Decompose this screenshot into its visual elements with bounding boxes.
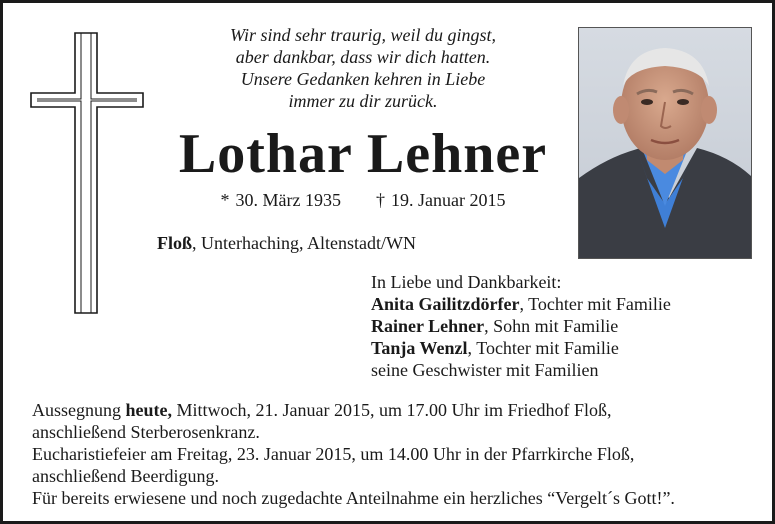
mourner-relation: , Tochter mit Familie — [467, 338, 619, 358]
service-info — [32, 399, 752, 509]
birth-date: 30. März 1935 — [235, 190, 341, 210]
aussegnung-line-2: anschließend Sterberosenkranz. — [32, 422, 260, 442]
mourner-row — [371, 293, 671, 315]
place-others: , Unterhaching, Altenstadt/WN — [192, 233, 416, 253]
thanks-line: Für bereits erwiesene und noch zugedachte Anteilnahme ein herzliches “Vergelt´s Gott!”. — [32, 488, 675, 508]
poem-line: Wir sind sehr traurig, weil du gingst, — [229, 25, 497, 45]
deceased-name: Lothar Lehner — [178, 123, 548, 185]
portrait-photo — [578, 27, 752, 259]
eucharist-line: Eucharistiefeier am Freitag, 23. Januar 2015, um 14.00 Uhr in der Pfarrkirche Floß, — [32, 444, 635, 464]
mourner-row — [371, 315, 671, 337]
poem-line: immer zu dir zurück. — [288, 91, 438, 111]
places — [157, 232, 416, 254]
birth-symbol: * — [220, 190, 230, 210]
mourners-intro: In Liebe und Dankbarkeit: — [371, 272, 562, 292]
mourners-list — [371, 271, 671, 381]
poem-line: aber dankbar, dass wir dich hatten. — [235, 47, 491, 67]
eucharist-line-2: anschließend Beerdigung. — [32, 466, 219, 486]
mourner-relation: , Sohn mit Familie — [484, 316, 619, 336]
place-main: Floß — [157, 233, 193, 253]
life-dates — [153, 189, 573, 211]
aussegnung-details: Mittwoch, 21. Januar 2015, um 17.00 Uhr im Friedhof Floß, — [172, 400, 612, 420]
poem-line: Unsere Gedanken kehren in Liebe — [240, 69, 486, 89]
cross-icon — [29, 31, 145, 315]
mourner-name: Anita Gailitzdörfer — [371, 294, 520, 314]
mourner-row — [371, 337, 671, 359]
aussegnung-prefix: Aussegnung — [32, 400, 126, 420]
mourner-name: Rainer Lehner — [371, 316, 485, 336]
death-date: 19. Januar 2015 — [391, 190, 506, 210]
poem — [173, 24, 553, 112]
mourner-relation: , Tochter mit Familie — [519, 294, 671, 314]
death-symbol: † — [376, 190, 385, 210]
aussegnung-today: heute, — [125, 400, 172, 420]
aussegnung-line — [32, 399, 752, 421]
mourners-siblings: seine Geschwister mit Familien — [371, 360, 599, 380]
mourner-name: Tanja Wenzl — [371, 338, 468, 358]
